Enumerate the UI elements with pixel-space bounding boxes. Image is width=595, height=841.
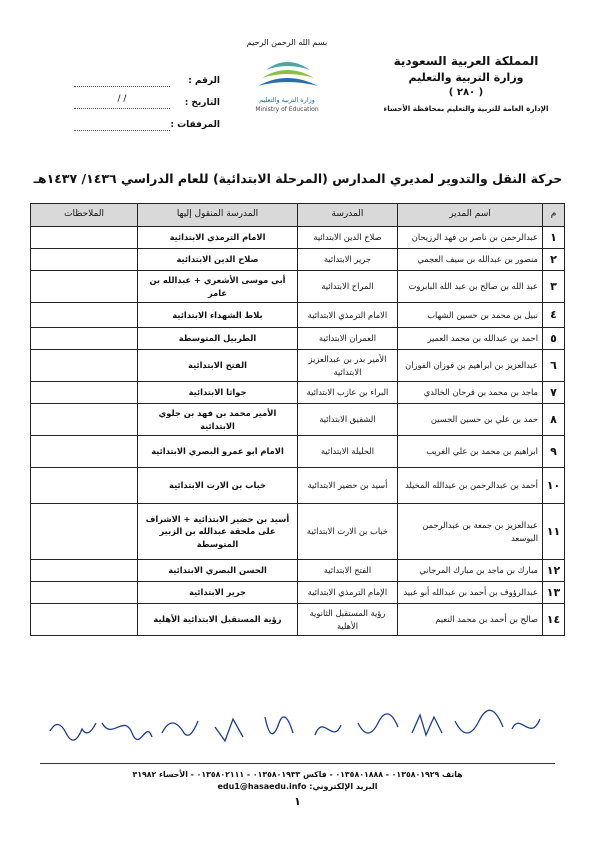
director-name-cell: حمد بن علي بن حسين الحسين <box>398 404 543 436</box>
row-number-cell: ١٢ <box>543 560 565 582</box>
school-cell: الامام الترمذي الابتدائية <box>298 303 398 328</box>
notes-cell <box>31 560 138 582</box>
new-school-cell: أسيد بن حضير الابتدائية + الاشراف على ملحقة عبدالله بن الزبير المتوسطة <box>138 504 298 560</box>
director-name-cell: منصور بن عبدالله بن سيف العجمي <box>398 249 543 271</box>
signature-mark <box>50 723 96 740</box>
reference-number: ( ٢٨٠ ) <box>448 87 484 98</box>
notes-cell <box>31 436 138 468</box>
school-cell: الفتح الابتدائية <box>298 560 398 582</box>
signature-mark <box>215 719 243 741</box>
table-row <box>31 404 565 436</box>
table-row <box>31 303 565 328</box>
row-number-cell: ٨ <box>543 404 565 436</box>
director-name-cell: ابراهيم بن محمد بن علي الغريب <box>398 436 543 468</box>
department-name: الإدارة العامة للتربية والتعليم بمحافظة الأحساء <box>383 104 549 113</box>
school-cell: البراء بن عازب الابتدائية <box>298 382 398 404</box>
table-row <box>31 328 565 350</box>
notes-cell <box>31 382 138 404</box>
notes-cell <box>31 271 138 303</box>
col-header-number: م <box>543 204 565 227</box>
row-number-cell: ١٣ <box>543 582 565 604</box>
number-label: الرقم : <box>188 76 220 86</box>
table-row <box>31 382 565 404</box>
table-header-row <box>31 204 565 227</box>
director-name-cell: عبدالعزيز بن ابراهيم بن فوزان الفوزان <box>398 350 543 382</box>
table-row <box>31 227 565 249</box>
table-row <box>31 468 565 504</box>
new-school-cell: صلاح الدين الابتدائية <box>138 249 298 271</box>
number-field <box>70 70 220 92</box>
notes-cell <box>31 249 138 271</box>
signature-mark <box>315 725 341 735</box>
new-school-cell: الحسن البصري الابتدائية <box>138 560 298 582</box>
notes-cell <box>31 227 138 249</box>
table-row <box>31 350 565 382</box>
attachments-field <box>70 114 220 136</box>
notes-cell <box>31 404 138 436</box>
new-school-cell: الطربيل المتوسطة <box>138 328 298 350</box>
signature-mark <box>102 723 152 740</box>
new-school-cell: الامام ابو عمرو البصري الابتدائية <box>138 436 298 468</box>
kingdom-name: المملكة العربية السعودية <box>393 54 539 68</box>
attachments-label: المرفقات : <box>170 120 220 130</box>
signature-mark <box>412 715 442 735</box>
new-school-cell: خباب بن الارت الابتدائية <box>138 468 298 504</box>
signature-mark <box>265 717 293 734</box>
date-slots: / / <box>117 93 127 104</box>
director-name-cell: صالح بن أحمد بن محمد النعيم <box>398 604 543 636</box>
director-name-cell: نبيل بن محمد بن حسين الشهاب <box>398 303 543 328</box>
new-school-cell: رؤية المستقبل الابتدائية الأهلية <box>138 604 298 636</box>
new-school-cell: الأمير محمد بن فهد بن جلوي الابتدائية <box>138 404 298 436</box>
school-cell: المراح الابتدائية <box>298 271 398 303</box>
transfers-table <box>30 203 565 636</box>
new-school-cell: جواثا الابتدائية <box>138 382 298 404</box>
col-header-name: اسم المدير <box>398 204 543 227</box>
footer-rule <box>40 763 555 764</box>
logo-text-english: Ministry of Education <box>255 106 319 113</box>
row-number-cell: ٤ <box>543 303 565 328</box>
date-label: التاريخ : <box>184 98 220 108</box>
table-row <box>31 504 565 560</box>
signature-mark <box>162 721 198 735</box>
attachments-dotted-line <box>74 120 170 131</box>
director-name-cell: مبارك بن ماجد بن مبارك المرجاني <box>398 560 543 582</box>
director-name-cell: عبدالرحمن بن ناصر بن فهد الرزيحان <box>398 227 543 249</box>
new-school-cell: الامام الترمذي الابتدائية <box>138 227 298 249</box>
school-cell: جرير الابتدائية <box>298 249 398 271</box>
signature-mark <box>358 714 398 733</box>
school-cell: صلاح الدين الابتدائية <box>298 227 398 249</box>
school-cell: الشقيق الابتدائية <box>298 404 398 436</box>
number-dotted-line <box>74 76 170 87</box>
row-number-cell: ٥ <box>543 328 565 350</box>
school-cell: الحليلة الابتدائية <box>298 436 398 468</box>
logo-text-arabic: وزارة التربية والتعليم <box>259 96 315 104</box>
letterhead-left-fields <box>70 70 220 136</box>
notes-cell <box>31 328 138 350</box>
date-field <box>70 92 220 114</box>
row-number-cell: ١ <box>543 227 565 249</box>
new-school-cell: جرير الابتدائية <box>138 582 298 604</box>
row-number-cell: ٣ <box>543 271 565 303</box>
table-row <box>31 436 565 468</box>
notes-cell <box>31 604 138 636</box>
school-cell: أسيد بن حضير الابتدائية <box>298 468 398 504</box>
director-name-cell: عبدالرؤوف بن أحمد بن عبدالله أبو عبيد <box>398 582 543 604</box>
notes-cell <box>31 303 138 328</box>
table-row <box>31 249 565 271</box>
row-number-cell: ١١ <box>543 504 565 560</box>
footer-contact: هاتف ٠١٣٥٨٠١٩٢٩ - ٠١٣٥٨٠١٨٨٨ - فاكس ٠١٣٥٨٠١٩٣٣ - ٠١٣٥٨٠٢١١١ - الأحساء ٣١٩٨٢ <box>132 770 463 779</box>
table-row <box>31 560 565 582</box>
signatures-strip <box>40 703 560 755</box>
col-header-notes: الملاحظات <box>31 204 138 227</box>
letterhead-right <box>371 54 561 113</box>
new-school-cell: أبي موسى الأشعري + عبدالله بن عامر <box>138 271 298 303</box>
row-number-cell: ١٠ <box>543 468 565 504</box>
new-school-cell: الفتح الابتدائية <box>138 350 298 382</box>
school-cell: الإمام الترمذي الابتدائية <box>298 582 398 604</box>
notes-cell <box>31 582 138 604</box>
school-cell: رؤية المستقبل الثانوية الأهلية <box>298 604 398 636</box>
notes-cell <box>31 350 138 382</box>
document-title: حركة النقل والتدوير لمديري المدارس (المرحلة الابتدائية) للعام الدراسي ١٤٣٦/ ١٤٣٧هـ <box>33 171 563 186</box>
director-name-cell: أحمد بن عبدالرحمن بن عبدالله المخيلد <box>398 468 543 504</box>
footer <box>40 763 555 808</box>
signature-mark <box>455 710 503 733</box>
date-dotted-line <box>74 93 170 109</box>
school-cell: خباب بن الارت الابتدائية <box>298 504 398 560</box>
signature-mark <box>512 719 540 729</box>
table-row <box>31 271 565 303</box>
school-cell: العمران الابتدائية <box>298 328 398 350</box>
notes-cell <box>31 504 138 560</box>
ministry-name: وزارة التربية والتعليم <box>408 71 524 84</box>
new-school-cell: بلاط الشهداء الابتدائية <box>138 303 298 328</box>
col-header-new-school: المدرسة المنقول إليها <box>138 204 298 227</box>
director-name-cell: احمد بن عبدالله بن محمد العمير <box>398 328 543 350</box>
director-name-cell: عبدالعزيز بن جمعة بن عبدالرحمن البوسعد <box>398 504 543 560</box>
row-number-cell: ١٤ <box>543 604 565 636</box>
table-row <box>31 604 565 636</box>
director-name-cell: عبد الله بن صالح بن عبد الله البابروت <box>398 271 543 303</box>
notes-cell <box>31 468 138 504</box>
row-number-cell: ٦ <box>543 350 565 382</box>
row-number-cell: ٩ <box>543 436 565 468</box>
basmala: بسم الله الرحمن الرحيم <box>246 38 328 47</box>
page-number: ١ <box>294 795 301 808</box>
director-name-cell: ماجد بن محمد بن فرحان الخالدي <box>398 382 543 404</box>
footer-email[interactable]: البريد الإلكتروني: edu1@hasaedu.info <box>217 782 378 791</box>
school-cell: الأمير بدر بن عبدالعزيز الابتدائية <box>298 350 398 382</box>
row-number-cell: ٢ <box>543 249 565 271</box>
row-number-cell: ٧ <box>543 382 565 404</box>
table-row <box>31 582 565 604</box>
col-header-school: المدرسة <box>298 204 398 227</box>
